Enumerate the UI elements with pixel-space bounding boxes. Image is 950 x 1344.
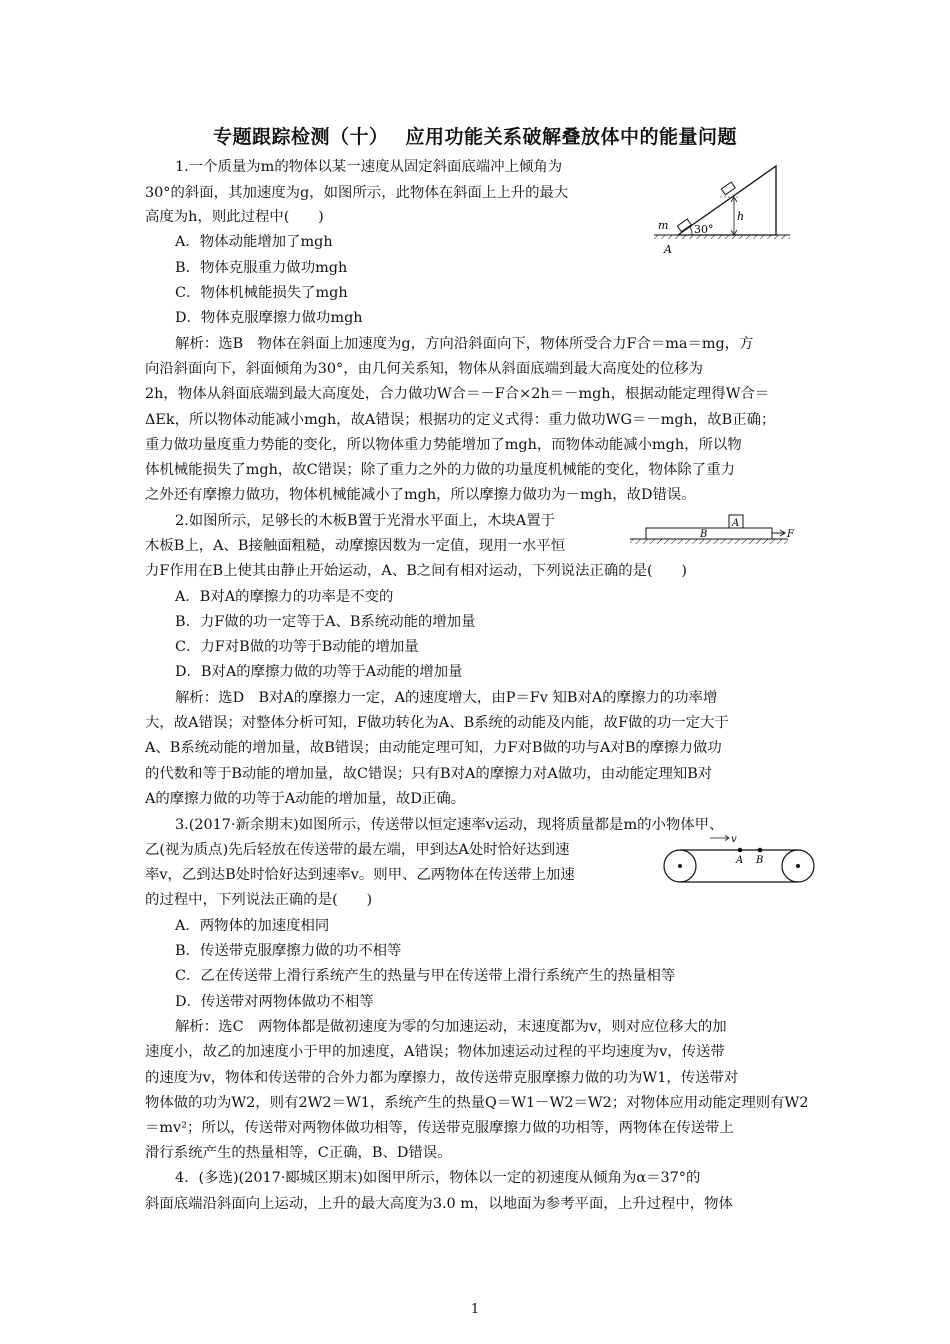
text-line: D．B对A的摩擦力做的功等于A动能的增加量 (175, 664, 463, 680)
fig1-height-label: h (737, 210, 745, 223)
conveyor-figure (660, 830, 820, 890)
text-line: 的速度为v，物体和传送带的合外力都为摩擦力，故传送带克服摩擦力做的功为W1，传送带对 (145, 1070, 739, 1086)
text-line: A．物体动能增加了mgh (175, 234, 333, 250)
text-line: C．物体机械能损失了mgh (175, 285, 348, 301)
text-line: 体机械能损失了mgh，故C错误；除了重力之外的力做的功量度机械能的变化，物体除了重力 (145, 462, 735, 478)
text-line: 3.(2017·新余期末)如图所示，传送带以恒定速率v运动，现将质量都是m的小物体甲、 (175, 817, 724, 833)
text-line: D．物体克服摩擦力做功mgh (175, 310, 363, 326)
text-line: 率v，乙到达B处时恰好达到速率v。则甲、乙两物体在传送带上加速 (145, 867, 575, 883)
text-line: 4．(多选)(2017·郾城区期末)如图甲所示，物体以一定的初速度从倾角为α＝37°的 (175, 1170, 701, 1186)
page-number: 1 (470, 1302, 480, 1317)
text-line: 解析：选B 物体在斜面上加速度为g，方向沿斜面向下，物体所受合力F合＝ma＝mg，方 (175, 336, 754, 352)
text-line: ＝mv²；所以，传送带对两物体做功相等，传送带克服摩擦力做的功相等，两物体在传送带上 (145, 1120, 734, 1136)
text-line: 30°的斜面，其加速度为g，如图所示，此物体在斜面上上升的最大 (145, 185, 569, 201)
fig3-speed-label: v (731, 834, 737, 845)
fig3-point-a-label: A (736, 855, 744, 866)
text-line: A的摩擦力做的功等于A动能的增加量，故D正确。 (145, 791, 466, 807)
text-line: 之外还有摩擦力做功，物体机械能减小了mgh，所以摩擦力做功为－mgh，故D错误。 (145, 487, 696, 503)
fig1-point-label: A (664, 243, 672, 256)
text-line: 大，故A错误；对整体分析可知，F做功转化为A、B系统的动能及内能，故F做的功一定大于 (145, 715, 729, 731)
text-line: B．传送带克服摩擦力做的功不相等 (175, 943, 402, 959)
text-line: 物体做的功为W2，则有2W2＝W1，系统产生的热量Q＝W1－W2＝W2；对物体应用动能定理则有W2 (145, 1095, 809, 1111)
text-line: 力F作用在B上使其由静止开始运动，A、B之间有相对运动，下列说法正确的是( ) (145, 563, 688, 579)
fig1-angle-label: 30° (694, 223, 714, 236)
text-line: 的过程中，下列说法正确的是( ) (145, 892, 373, 908)
text-line: A．两物体的加速度相同 (175, 918, 330, 934)
text-line: D．传送带对两物体做功不相等 (175, 994, 374, 1010)
text-line: 解析：选C 两物体都是做初速度为零的匀加速运动，末速度都为v，则对应位移大的加 (175, 1019, 727, 1035)
incline-figure (650, 158, 795, 258)
text-line: 解析：选D B对A的摩擦力一定，A的速度增大，由P＝Fv 知B对A的摩擦力的功率增 (175, 690, 718, 706)
text-line: ΔEk，所以物体动能减小mgh，故A错误；根据功的定义式得：重力做功WG＝－mgh，故B正确； (145, 412, 776, 428)
text-line: 重力做功量度重力势能的变化，所以物体重力势能增加了mgh，而物体动能减小mgh，所以物 (145, 437, 742, 453)
text-line: B．物体克服重力做功mgh (175, 260, 348, 276)
text-line: 1.一个质量为m的物体以某一速度从固定斜面底端冲上倾角为 (175, 159, 563, 175)
text-line: 的代数和等于B动能的增加量，故C错误；只有B对A的摩擦力对A做功，由动能定理知B对 (145, 766, 713, 782)
text-line: 2.如图所示，足够长的木板B置于光滑水平面上，木块A置于 (175, 513, 556, 529)
text-line: C．力F对B做的功等于B动能的增加量 (175, 639, 419, 655)
board-block-figure (628, 509, 798, 551)
text-line: 速度小，故乙的加速度小于甲的加速度，A错误；物体加速运动过程的平均速度为v，传送带 (145, 1044, 725, 1060)
text-line: 斜面底端沿斜面向上运动，上升的最大高度为3.0 m，以地面为参考平面，上升过程中，物体 (145, 1196, 733, 1212)
text-line: 乙(视为质点)先后轻放在传送带的最左端，甲到达A处时恰好达到速 (145, 842, 570, 858)
text-line: B．力F做的功一定等于A、B系统动能的增加量 (175, 614, 476, 630)
fig1-mass-label: m (658, 219, 669, 232)
text-line: 木板B上，A、B接触面粗糙，动摩擦因数为一定值，现用一水平恒 (145, 538, 566, 554)
text-line: 高度为h，则此过程中( ) (145, 209, 324, 225)
text-line: 2h，物体从斜面底端到最大高度处，合力做功W合＝－F合×2h＝－mgh，根据动能定理得W合＝ (145, 386, 770, 402)
text-line: A．B对A的摩擦力的功率是不变的 (175, 589, 394, 605)
fig2-force-label: F (787, 529, 794, 540)
page-title: 专题跟踪检测（十） 应用功能关系破解叠放体中的能量问题 (212, 126, 738, 148)
text-line: 滑行系统产生的热量相等，C正确，B、D错误。 (145, 1145, 452, 1161)
text-line: A、B系统动能的增加量，故B错误；由动能定理可知，力F对B做的功与A对B的摩擦力做功 (145, 740, 722, 756)
fig2-block-label: A (732, 518, 740, 529)
text-line: C．乙在传送带上滑行系统产生的热量与甲在传送带上滑行系统产生的热量相等 (175, 968, 676, 984)
fig2-board-label: B (700, 529, 708, 540)
fig3-point-b-label: B (756, 855, 764, 866)
text-line: 向沿斜面向下，斜面倾角为30°，由几何关系知，物体从斜面底端到最大高度处的位移为 (145, 361, 703, 377)
